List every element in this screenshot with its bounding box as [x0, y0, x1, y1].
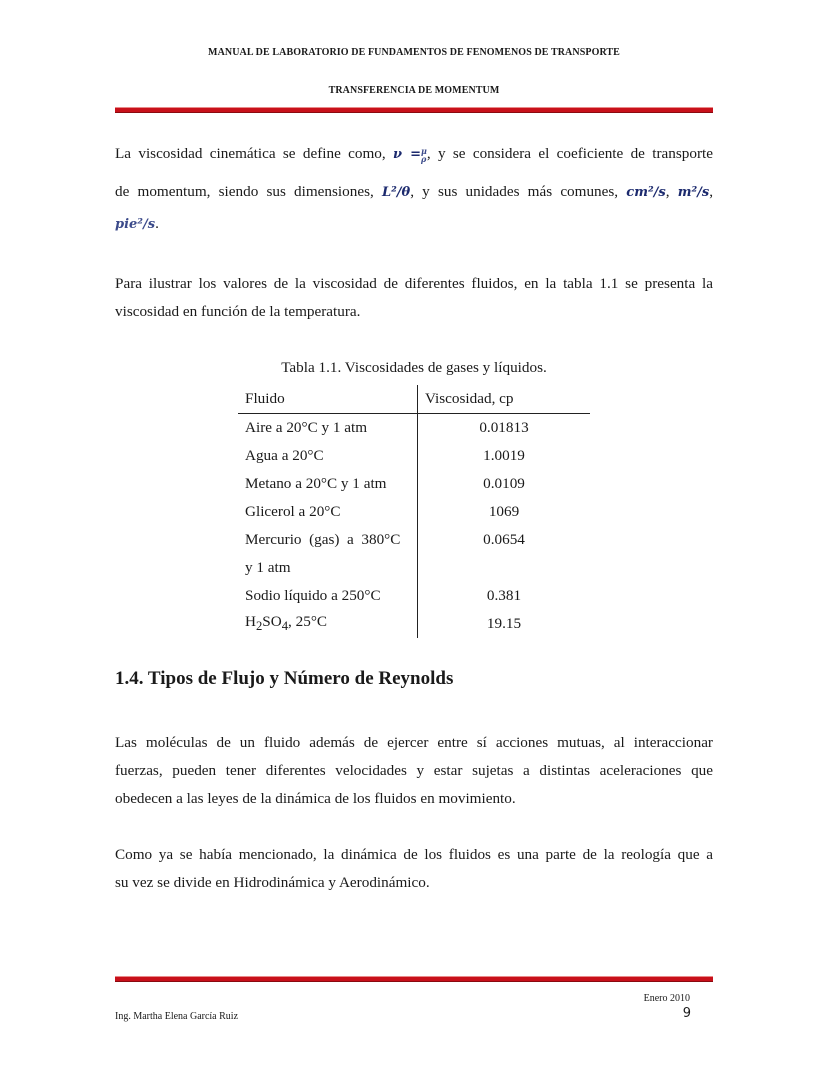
column-header: Viscosidad, cp: [418, 385, 591, 414]
viscosity-cell: 0.01813: [479, 419, 529, 436]
text-line: de momentum, siendo sus dimensiones, L²/θ, y sus unidades más comunes, cm²/s, m²/s,: [115, 183, 714, 200]
paragraph-line: viscosidad en función de la temperatura.: [115, 303, 361, 320]
header-title: MANUAL DE LABORATORIO DE FUNDAMENTOS DE FENOMENOS DE TRANSPORTE: [208, 47, 620, 58]
footer-date: Enero 2010: [643, 993, 690, 1004]
page-number: 9: [682, 1006, 691, 1021]
header-subtitle: TRANSFERENCIA DE MOMENTUM: [328, 85, 500, 96]
text-line: pie²/s.: [115, 215, 159, 232]
fluid-cell: Metano a 20°C y 1 atm: [238, 470, 418, 498]
table-row: [238, 582, 590, 610]
column-header: Fluido: [238, 385, 418, 414]
viscosity-cell: [418, 554, 591, 582]
section-heading: 1.4. Tipos de Flujo y Número de Reynolds: [115, 668, 454, 689]
table-caption: Tabla 1.1. Viscosidades de gases y líquidos.: [281, 359, 547, 376]
table-row: [238, 442, 590, 470]
viscosity-cell: 0.0109: [483, 475, 525, 492]
paragraph-line: su vez se divide en Hidrodinámica y Aerodinámico.: [115, 874, 430, 891]
fluid-cell: Agua a 20°C: [238, 442, 418, 470]
footer-author: Ing. Martha Elena García Ruiz: [115, 1011, 239, 1022]
fluid-cell: y 1 atm: [238, 554, 418, 582]
viscosity-table: [238, 385, 590, 638]
fluid-cell: Mercurio (gas) a 380°C: [238, 526, 418, 554]
fluid-cell: Glicerol a 20°C: [238, 498, 418, 526]
viscosity-cell: 19.15: [486, 615, 522, 632]
text-line: La viscosidad cinemática se define como, ν =μ ρ, y se considera el coeficiente de transporte: [115, 145, 713, 164]
viscosity-cell: 0.0654: [483, 531, 525, 548]
footer-rule: [115, 976, 713, 982]
unit-pie2s: pie²/s: [115, 217, 156, 232]
paragraph-line: Las moléculas de un fluido además de ejercer entre sí acciones mutuas, al interaccionar: [115, 734, 713, 751]
paragraph-line: obedecen a las leyes de la dinámica de los fluidos en movimiento.: [115, 790, 516, 807]
table-row: [238, 610, 590, 638]
table-row: [238, 554, 590, 582]
fluid-cell: $H_2SO_4$, 25°C: [238, 610, 418, 638]
paragraph-line: fuerzas, pueden tener diferentes velocidades y estar sujetas a distintas aceleraciones que: [115, 762, 713, 779]
fluid-cell: Aire a 20°C y 1 atm: [238, 414, 418, 443]
viscosity-cell: 1.0019: [483, 447, 525, 464]
fluid-cell: Sodio líquido a 250°C: [238, 582, 418, 610]
paragraph-line: Como ya se había mencionado, la dinámica de los fluidos es una parte de la reología que a: [115, 846, 713, 863]
table-row: [238, 498, 590, 526]
viscosity-cell: 1069: [488, 503, 520, 520]
formula-nu: ν =μ ρ: [393, 145, 427, 164]
table-row: [238, 414, 590, 443]
header-rule: [115, 107, 713, 113]
unit-m2s: m²/s: [677, 185, 710, 200]
viscosity-cell: 0.381: [486, 587, 522, 604]
unit-cm2s: cm²/s: [626, 185, 666, 200]
table-row: [238, 526, 590, 554]
table-row: [238, 470, 590, 498]
paragraph-line: Para ilustrar los valores de la viscosidad de diferentes fluidos, en la tabla 1.1 se presenta la: [115, 275, 713, 292]
formula-dimensions: L²/θ: [381, 185, 411, 200]
